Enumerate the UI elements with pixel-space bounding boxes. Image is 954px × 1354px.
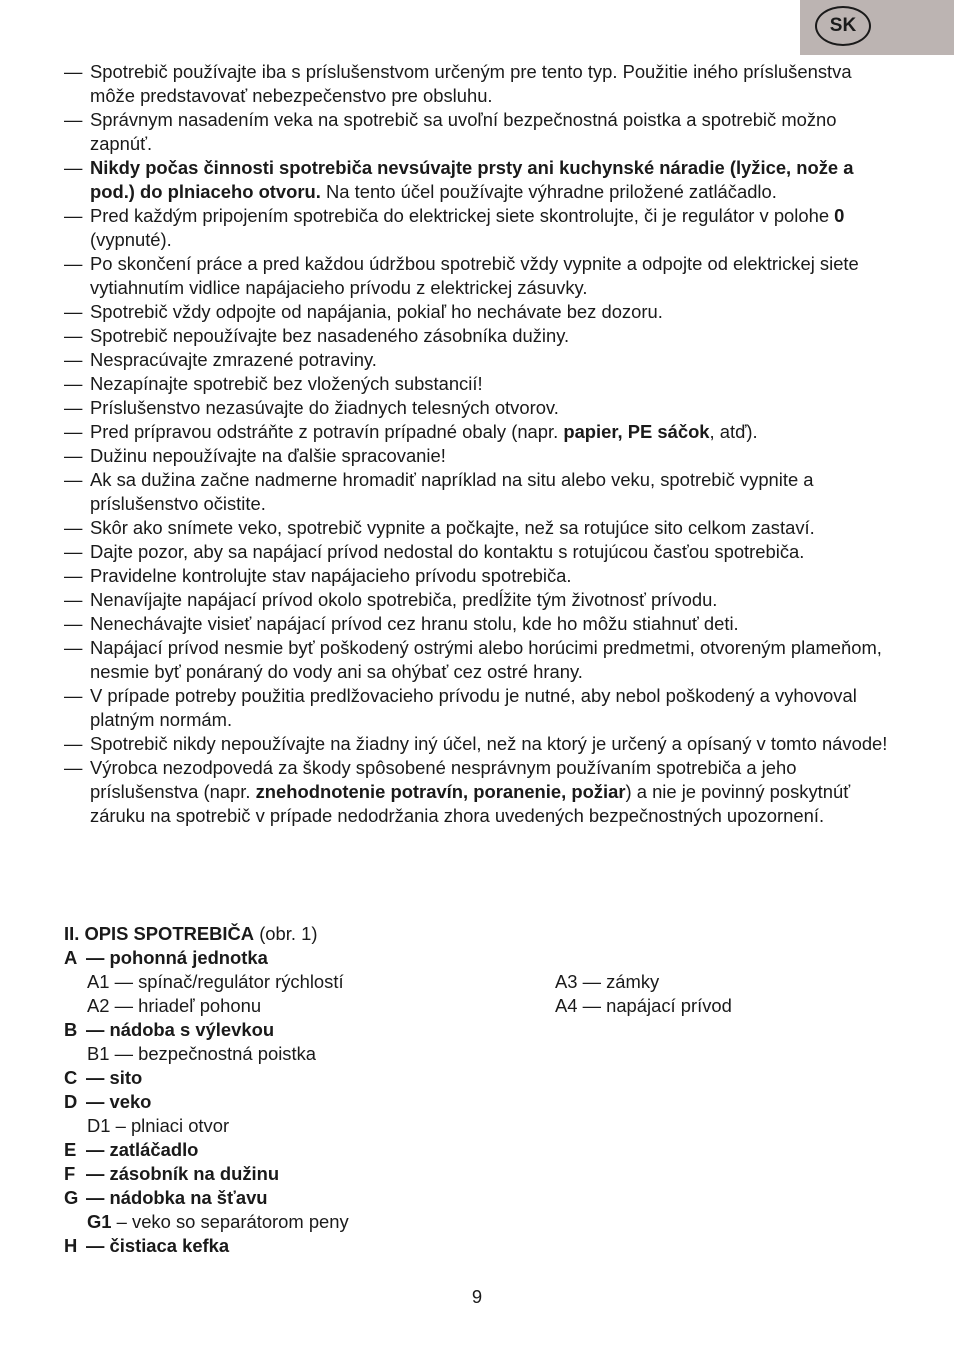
- appliance-description: [64, 922, 894, 1258]
- list-item-text: [90, 372, 894, 396]
- emphasis-text: 0: [834, 205, 845, 226]
- text-segment: Dajte pozor, aby sa napájací prívod nedostal do kontaktu s rotujúcou časťou spotrebiča.: [90, 541, 805, 562]
- text-segment: Pred každým pripojením spotrebiča do elektrickej siete skontrolujte, či je regulátor v polohe: [90, 205, 835, 226]
- page-number: 9: [471, 1286, 483, 1307]
- bullet-dash: —: [64, 421, 83, 442]
- list-item-text: [90, 348, 894, 372]
- bullet-dash: —: [64, 517, 83, 538]
- text-segment: Príslušenstvo nezasúvajte do žiadnych telesných otvorov.: [90, 397, 559, 418]
- part-letter: H: [64, 1235, 78, 1256]
- list-item-text: [90, 636, 894, 684]
- list-item: [64, 444, 894, 468]
- emphasis-text: Nikdy počas činnosti spotrebiča nevsúvajte prsty ani kuchynské náradie (lyžice, nože a pod.) do plniaceho otvoru.: [90, 157, 854, 202]
- emphasis-text: znehodnotenie potravín, poranenie, požiar: [255, 781, 626, 802]
- sub-part: A1 — spínač/regulátor rýchlostí: [87, 971, 344, 992]
- part-name: — sito: [86, 1067, 143, 1088]
- bullet-dash: —: [64, 397, 83, 418]
- emphasis-text: papier, PE sáčok: [563, 421, 710, 442]
- language-tab: [800, 0, 954, 55]
- list-item-text: [90, 204, 894, 252]
- list-item-text: [90, 396, 894, 420]
- bullet-dash: —: [64, 205, 83, 226]
- sub-part-row: [64, 994, 894, 1018]
- list-item: [64, 564, 894, 588]
- list-item: [64, 588, 894, 612]
- list-item-text: [90, 156, 894, 204]
- list-item: [64, 252, 894, 300]
- list-item-text: [90, 468, 894, 516]
- language-badge: SK: [815, 6, 871, 46]
- part-letter: B: [64, 1019, 78, 1040]
- sub-part-row: [64, 970, 894, 994]
- list-item: [64, 324, 894, 348]
- list-item: [64, 756, 894, 828]
- list-item-text: [90, 108, 894, 156]
- list-item: [64, 204, 894, 252]
- parts-list: [64, 946, 894, 1258]
- part-name: — čistiaca kefka: [86, 1235, 230, 1256]
- part-letter: F: [64, 1163, 76, 1184]
- part-item: [64, 1090, 894, 1114]
- part-letter: E: [64, 1139, 77, 1160]
- list-item-text: [90, 588, 894, 612]
- list-item-text: [90, 612, 894, 636]
- list-item-text: [90, 324, 894, 348]
- list-item-text: [90, 756, 894, 828]
- part-item: [64, 1186, 894, 1210]
- part-item: [64, 946, 894, 970]
- safety-instructions-list: [64, 60, 894, 828]
- sub-part-code: G1: [87, 1211, 112, 1232]
- list-item: [64, 372, 894, 396]
- sub-part-text: D1 – plniaci otvor: [87, 1115, 230, 1136]
- bullet-dash: —: [64, 157, 83, 178]
- text-segment: Skôr ako snímete veko, spotrebič vypnite a počkajte, než sa rotujúce sito celkom zastaví.: [90, 517, 815, 538]
- text-segment: Ak sa dužina začne nadmerne hromadiť napríklad na situ alebo veku, spotrebič vypnite a príslušenstvo očistite.: [90, 469, 814, 514]
- list-item: [64, 108, 894, 156]
- text-segment: ) a nie je povinný poskytnúť záruku na spotrebič v prípade nedodržania zhora uvedených bezpečnostných upozornení.: [90, 781, 851, 826]
- section-heading-title: II. OPIS SPOTREBIČA: [64, 923, 255, 944]
- part-name: — zatláčadlo: [86, 1139, 199, 1160]
- text-segment: Na tento účel používajte výhradne priložené zatláčadlo.: [320, 181, 777, 202]
- bullet-dash: —: [64, 109, 83, 130]
- bullet-dash: —: [64, 589, 83, 610]
- text-segment: Napájací prívod nesmie byť poškodený ostrými alebo horúcimi predmetmi, otvoreným plameňom, nesmie byť ponáraný do vody ani sa ohýbať cez ostré hrany.: [90, 637, 882, 682]
- text-segment: V prípade potreby použitia predlžovacieho prívodu je nutné, aby nebol poškodený a vyhovoval platným normám.: [90, 685, 857, 730]
- list-item: [64, 468, 894, 516]
- sub-part-text: B1 — bezpečnostná poistka: [87, 1043, 317, 1064]
- text-segment: Pred prípravou odstráňte z potravín prípadné obaly (napr.: [90, 421, 564, 442]
- part-letter: C: [64, 1067, 78, 1088]
- text-segment: Správnym nasadením veka na spotrebič sa uvoľní bezpečnostná poistka a spotrebič možno zapnúť.: [90, 109, 837, 154]
- part-item: [64, 1018, 894, 1042]
- list-item: [64, 732, 894, 756]
- bullet-dash: —: [64, 253, 83, 274]
- section-heading: [64, 922, 894, 946]
- text-segment: Nespracúvajte zmrazené potraviny.: [90, 349, 377, 370]
- text-segment: Výrobca nezodpovedá za škody spôsobené nesprávnym používaním spotrebiča a jeho príslušenstva (napr.: [90, 757, 797, 802]
- bullet-dash: —: [64, 613, 83, 634]
- text-segment: Spotrebič nepoužívajte bez nasadeného zásobníka dužiny.: [90, 325, 570, 346]
- list-item: [64, 684, 894, 732]
- sub-part: [64, 1042, 894, 1066]
- list-item: [64, 60, 894, 108]
- bullet-dash: —: [64, 61, 83, 82]
- list-item-text: [90, 420, 894, 444]
- list-item: [64, 396, 894, 420]
- list-item-text: [90, 60, 894, 108]
- bullet-dash: —: [64, 637, 83, 658]
- bullet-dash: —: [64, 349, 83, 370]
- list-item-text: [90, 516, 894, 540]
- bullet-dash: —: [64, 541, 83, 562]
- part-item: [64, 1162, 894, 1186]
- text-segment: Nenavíjajte napájací prívod okolo spotrebiča, predĺžite tým životnosť prívodu.: [90, 589, 718, 610]
- list-item: [64, 516, 894, 540]
- bullet-dash: —: [64, 565, 83, 586]
- sub-part: [64, 1114, 894, 1138]
- text-segment: Pravidelne kontrolujte stav napájacieho prívodu spotrebiča.: [90, 565, 572, 586]
- bullet-dash: —: [64, 325, 83, 346]
- bullet-dash: —: [64, 301, 83, 322]
- list-item-text: [90, 444, 894, 468]
- bullet-dash: —: [64, 685, 83, 706]
- part-name: — veko: [86, 1091, 152, 1112]
- list-item: [64, 348, 894, 372]
- bullet-dash: —: [64, 757, 83, 778]
- section-heading-ref: (obr. 1): [254, 923, 318, 944]
- part-item: [64, 1234, 894, 1258]
- list-item: [64, 420, 894, 444]
- text-segment: Spotrebič nikdy nepoužívajte na žiadny iný účel, než na ktorý je určený a opísaný v tomto návode!: [90, 733, 888, 754]
- list-item: [64, 300, 894, 324]
- list-item: [64, 636, 894, 684]
- part-letter: D: [64, 1091, 78, 1112]
- part-name: — zásobník na dužinu: [86, 1163, 280, 1184]
- text-segment: , atď).: [709, 421, 758, 442]
- bullet-dash: —: [64, 445, 83, 466]
- sub-part: [64, 1210, 894, 1234]
- list-item-text: [90, 684, 894, 732]
- part-item: [64, 1138, 894, 1162]
- part-letter: G: [64, 1187, 79, 1208]
- bullet-dash: —: [64, 373, 83, 394]
- bullet-dash: —: [64, 733, 83, 754]
- part-item: [64, 1066, 894, 1090]
- text-segment: Nenechávajte visieť napájací prívod cez hranu stolu, kde ho môžu stiahnuť deti.: [90, 613, 739, 634]
- list-item-text: [90, 564, 894, 588]
- list-item-text: [90, 300, 894, 324]
- list-item-text: [90, 252, 894, 300]
- part-name: — nádoba s výlevkou: [86, 1019, 275, 1040]
- text-segment: (vypnuté).: [90, 229, 172, 250]
- sub-part: A4 — napájací prívod: [555, 995, 732, 1016]
- list-item: [64, 156, 894, 204]
- sub-part: A3 — zámky: [555, 971, 660, 992]
- text-segment: Nezapínajte spotrebič bez vložených substancií!: [90, 373, 483, 394]
- text-segment: Spotrebič používajte iba s príslušenstvom určeným pre tento typ. Použitie iného príslušenstva môže predstavovať nebezpečenstvo pre obsluhu.: [90, 61, 852, 106]
- list-item: [64, 540, 894, 564]
- part-name: — pohonná jednotka: [86, 947, 268, 968]
- text-segment: Dužinu nepoužívajte na ďalšie spracovanie!: [90, 445, 446, 466]
- list-item: [64, 612, 894, 636]
- text-segment: Spotrebič vždy odpojte od napájania, pokiaľ ho nechávate bez dozoru.: [90, 301, 663, 322]
- list-item-text: [90, 732, 894, 756]
- text-segment: Po skončení práce a pred každou údržbou spotrebič vždy vypnite a odpojte od elektrickej siete vytiahnutím vidlice napájacieho prívodu z elektrickej zásuvky.: [90, 253, 859, 298]
- list-item-text: [90, 540, 894, 564]
- sub-part-text: – veko so separátorom peny: [111, 1211, 349, 1232]
- bullet-dash: —: [64, 469, 83, 490]
- sub-part: A2 — hriadeľ pohonu: [87, 995, 262, 1016]
- part-letter: A: [64, 947, 78, 968]
- part-name: — nádobka na šťavu: [86, 1187, 268, 1208]
